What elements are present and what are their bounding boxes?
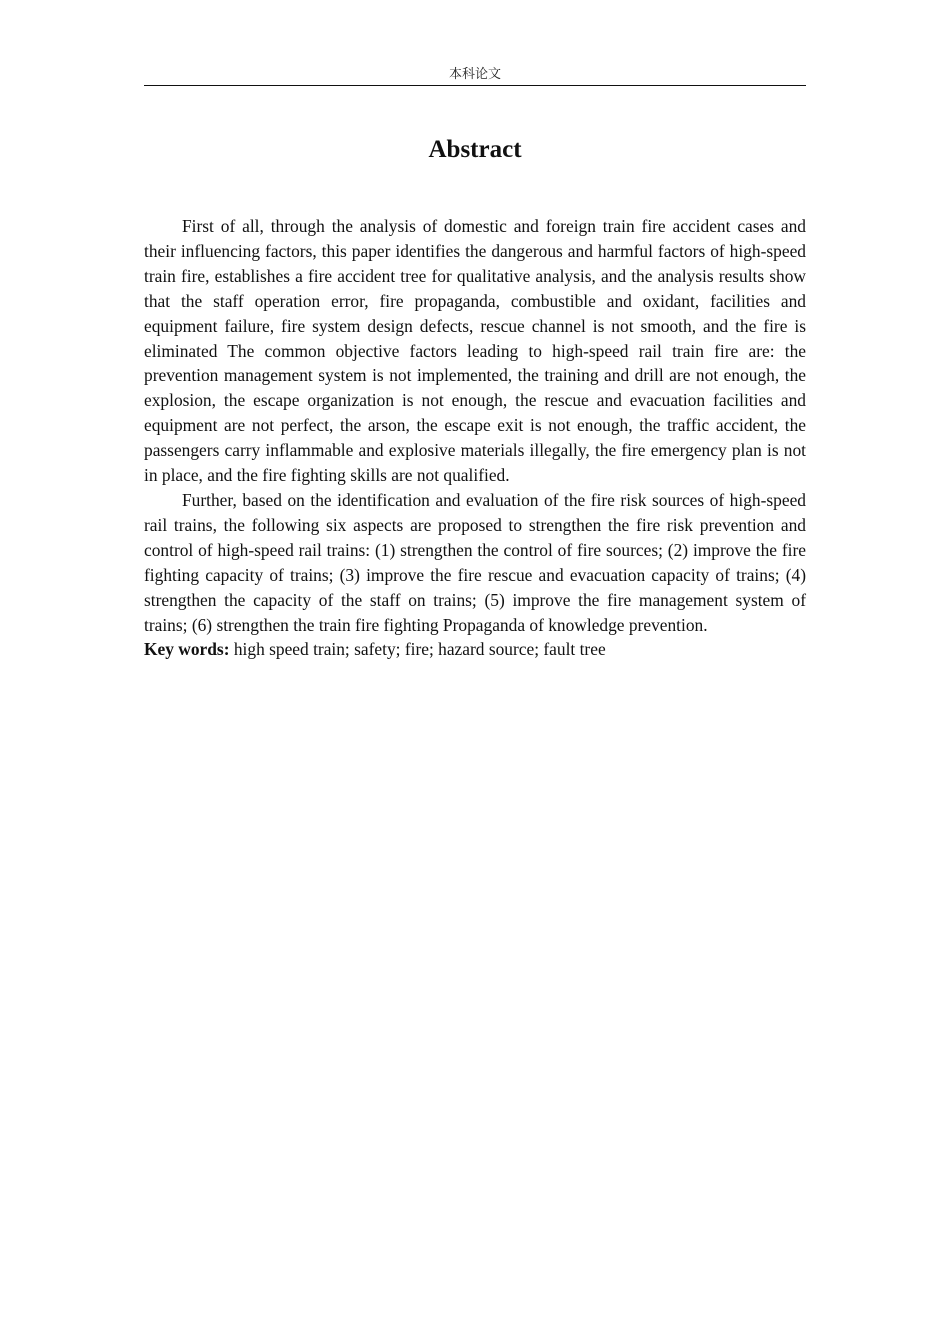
header-rule: [144, 85, 806, 86]
keywords-value: high speed train; safety; fire; hazard source; fault tree: [233, 639, 606, 660]
page-title: Abstract: [428, 136, 522, 163]
abstract-paragraph-2: Further, based on the identification and evaluation of the fire risk sources of high-speed rail trains, the following six aspects are proposed to strengthen the fire risk prevention and control of high-speed rail trains: (1) strengthen the control of fire sources; (2) improve the fire fighting capacity of trains; (3) improve the fire rescue and evacuation capacity of trains; (4) strengthen the capacity of the staff on trains; (5) improve the fire management system of trains; (6) strengthen the train fire fighting Propaganda of knowledge prevention.: [144, 489, 806, 635]
running-header: 本科论文: [448, 67, 501, 82]
abstract-body: [144, 214, 806, 662]
keywords-line: [144, 637, 806, 662]
keywords-label: Key words:: [144, 639, 230, 660]
abstract-paragraph-1: First of all, through the analysis of domestic and foreign train fire accident cases and their influencing factors, this paper identifies the dangerous and harmful factors of high-speed train fire, establishes a fire accident tree for qualitative analysis, and the analysis results show that the staff operation error, fire propaganda, combustible and oxidant, facilities and equipment failure, fire system design defects, rescue channel is not smooth, and the fire is eliminated The common objective factors leading to high-speed rail train fire are: the prevention management system is not implemented, the training and drill are not enough, the explosion, the escape organization is not enough, the rescue and evacuation facilities and equipment are not perfect, the arson, the escape exit is not enough, the traffic accident, the passengers carry inflammable and explosive materials illegally, the fire emergency plan is not in place, and the fire fighting skills are not qualified.: [144, 216, 806, 486]
